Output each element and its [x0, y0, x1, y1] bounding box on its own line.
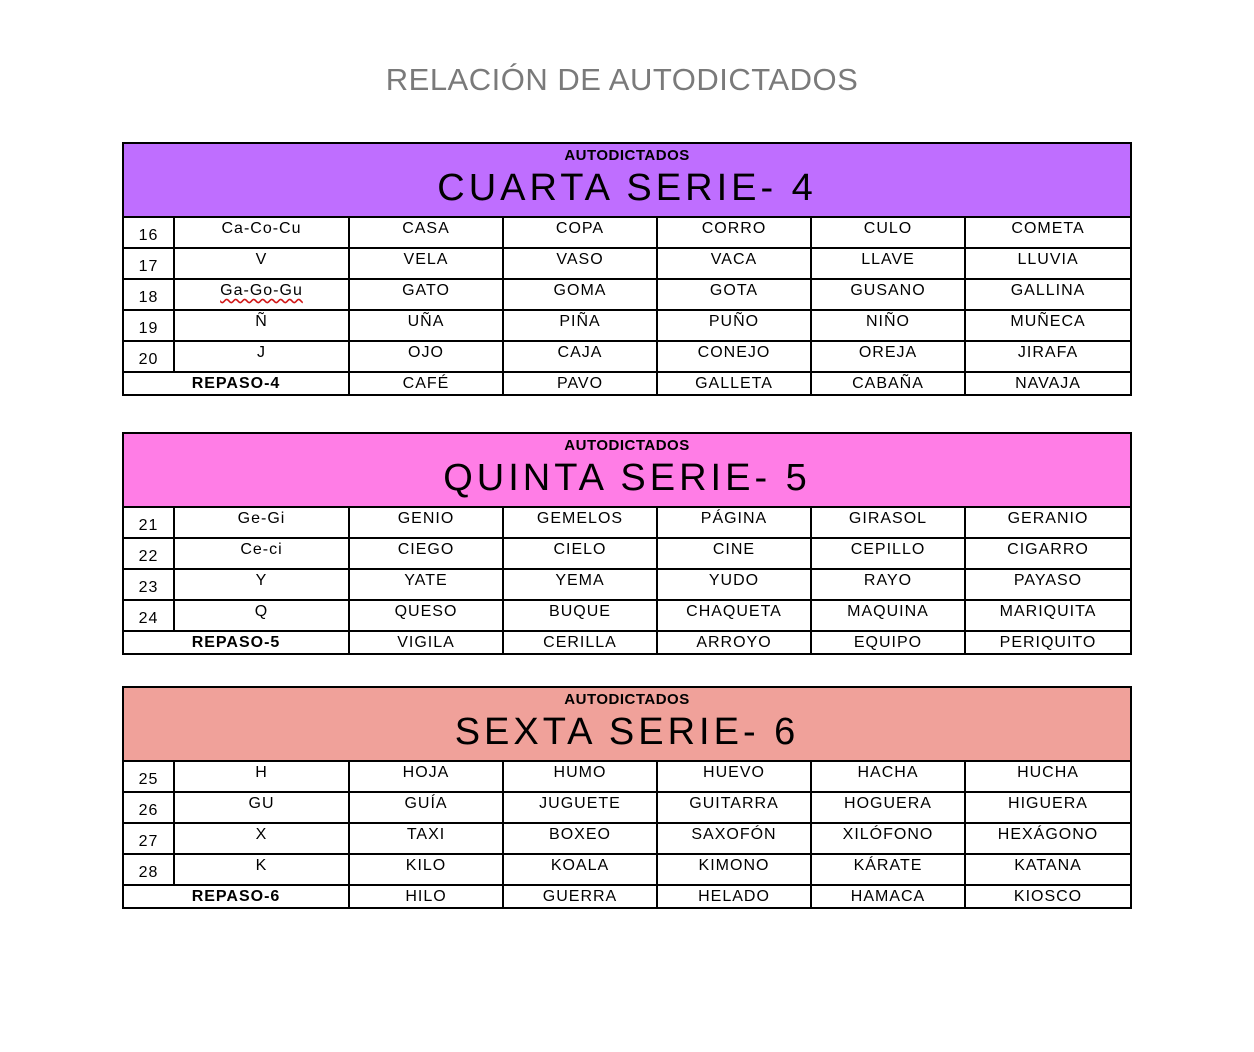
- word-cell: GERANIO: [965, 507, 1131, 538]
- word-cell: LLUVIA: [965, 248, 1131, 279]
- word-cell: NIÑO: [811, 310, 965, 341]
- repaso-word-cell: GUERRA: [503, 885, 657, 908]
- word-cell: SAXOFÓN: [657, 823, 811, 854]
- word-cell: CEPILLO: [811, 538, 965, 569]
- word-cell: KOALA: [503, 854, 657, 885]
- syllable-cell: [174, 792, 349, 823]
- word-cell: JIRAFA: [965, 341, 1131, 372]
- word-cell: KILO: [349, 854, 503, 885]
- row-number: 18: [123, 279, 174, 310]
- word-cell: CIELO: [503, 538, 657, 569]
- word-cell: CIEGO: [349, 538, 503, 569]
- row-number: 20: [123, 341, 174, 372]
- word-cell: CONEJO: [657, 341, 811, 372]
- syllable-cell: [174, 823, 349, 854]
- word-cell: RAYO: [811, 569, 965, 600]
- word-cell: PIÑA: [503, 310, 657, 341]
- serie-table: [122, 432, 1132, 655]
- word-cell: QUESO: [349, 600, 503, 631]
- table-row: [123, 761, 1131, 792]
- word-cell: HUEVO: [657, 761, 811, 792]
- word-cell: PÁGINA: [657, 507, 811, 538]
- syllable-cell: [174, 310, 349, 341]
- word-cell: GENIO: [349, 507, 503, 538]
- word-cell: HUCHA: [965, 761, 1131, 792]
- syllable-cell: [174, 507, 349, 538]
- repaso-label: REPASO-6: [123, 885, 349, 908]
- repaso-row: [123, 372, 1131, 395]
- syllable-text: Ce-ci: [240, 541, 283, 558]
- syllable-cell: [174, 248, 349, 279]
- page-title: RELACIÓN DE AUTODICTADOS: [385, 62, 859, 97]
- word-cell: CORRO: [657, 217, 811, 248]
- word-cell: HEXÁGONO: [965, 823, 1131, 854]
- serie-header: [123, 433, 1131, 507]
- word-cell: HIGUERA: [965, 792, 1131, 823]
- word-cell: HUMO: [503, 761, 657, 792]
- repaso-word-cell: CAFÉ: [349, 372, 503, 395]
- syllable-text: Y: [255, 572, 268, 589]
- table-row: [123, 600, 1131, 631]
- word-cell: HOJA: [349, 761, 503, 792]
- syllable-text: K: [255, 857, 268, 874]
- word-cell: HOGUERA: [811, 792, 965, 823]
- word-cell: CAJA: [503, 341, 657, 372]
- repaso-word-cell: HAMACA: [811, 885, 965, 908]
- word-cell: UÑA: [349, 310, 503, 341]
- word-cell: CASA: [349, 217, 503, 248]
- table-row: [123, 507, 1131, 538]
- word-cell: COPA: [503, 217, 657, 248]
- word-cell: CIGARRO: [965, 538, 1131, 569]
- word-cell: CULO: [811, 217, 965, 248]
- serie-header: [123, 687, 1131, 761]
- table-row: [123, 792, 1131, 823]
- serie-header: [123, 143, 1131, 217]
- repaso-word-cell: ARROYO: [657, 631, 811, 654]
- serie-title: QUINTA SERIE- 5: [443, 457, 811, 499]
- word-cell: GUITARRA: [657, 792, 811, 823]
- word-cell: BUQUE: [503, 600, 657, 631]
- syllable-text: V: [255, 251, 268, 268]
- row-number: 22: [123, 538, 174, 569]
- row-number: 23: [123, 569, 174, 600]
- syllable-cell: [174, 600, 349, 631]
- table-row: [123, 854, 1131, 885]
- syllable-text: X: [255, 826, 268, 843]
- word-cell: MARIQUITA: [965, 600, 1131, 631]
- row-number: 21: [123, 507, 174, 538]
- repaso-word-cell: EQUIPO: [811, 631, 965, 654]
- word-cell: JUGUETE: [503, 792, 657, 823]
- syllable-cell: [174, 538, 349, 569]
- syllable-cell: [174, 761, 349, 792]
- table-row: [123, 538, 1131, 569]
- syllable-text: Ga-Go-Gu: [220, 282, 303, 299]
- word-cell: COMETA: [965, 217, 1131, 248]
- word-cell: OJO: [349, 341, 503, 372]
- word-cell: VACA: [657, 248, 811, 279]
- row-number: 27: [123, 823, 174, 854]
- word-cell: GUSANO: [811, 279, 965, 310]
- word-cell: TAXI: [349, 823, 503, 854]
- repaso-word-cell: KIOSCO: [965, 885, 1131, 908]
- repaso-row: [123, 885, 1131, 908]
- row-number: 24: [123, 600, 174, 631]
- word-cell: CHAQUETA: [657, 600, 811, 631]
- word-cell: GOMA: [503, 279, 657, 310]
- repaso-label: REPASO-5: [123, 631, 349, 654]
- table-row: [123, 341, 1131, 372]
- repaso-word-cell: PERIQUITO: [965, 631, 1131, 654]
- syllable-text: J: [257, 344, 266, 361]
- repaso-word-cell: PAVO: [503, 372, 657, 395]
- word-cell: MUÑECA: [965, 310, 1131, 341]
- word-cell: LLAVE: [811, 248, 965, 279]
- syllable-cell: [174, 217, 349, 248]
- word-cell: GIRASOL: [811, 507, 965, 538]
- header-autodictados: AUTODICTADOS: [564, 147, 690, 164]
- syllable-text: Q: [254, 603, 269, 620]
- word-cell: PUÑO: [657, 310, 811, 341]
- word-cell: GALLINA: [965, 279, 1131, 310]
- word-cell: MAQUINA: [811, 600, 965, 631]
- word-cell: PAYASO: [965, 569, 1131, 600]
- row-number: 19: [123, 310, 174, 341]
- repaso-word-cell: HELADO: [657, 885, 811, 908]
- repaso-word-cell: CERILLA: [503, 631, 657, 654]
- syllable-text: Ca-Co-Cu: [221, 220, 302, 237]
- syllable-text: Ge-Gi: [237, 510, 286, 527]
- repaso-word-cell: CABAÑA: [811, 372, 965, 395]
- word-cell: GATO: [349, 279, 503, 310]
- syllable-cell: [174, 279, 349, 310]
- word-cell: OREJA: [811, 341, 965, 372]
- repaso-word-cell: HILO: [349, 885, 503, 908]
- serie-title: CUARTA SERIE- 4: [437, 167, 817, 209]
- repaso-word-cell: NAVAJA: [965, 372, 1131, 395]
- serie-title: SEXTA SERIE- 6: [454, 711, 800, 753]
- header-autodictados: AUTODICTADOS: [564, 691, 690, 708]
- serie-table: [122, 142, 1132, 396]
- word-cell: XILÓFONO: [811, 823, 965, 854]
- table-row: [123, 279, 1131, 310]
- header-autodictados: AUTODICTADOS: [564, 437, 690, 454]
- row-number: 16: [123, 217, 174, 248]
- syllable-cell: [174, 341, 349, 372]
- word-cell: GEMELOS: [503, 507, 657, 538]
- serie-table: [122, 686, 1132, 909]
- repaso-label: REPASO-4: [123, 372, 349, 395]
- word-cell: KIMONO: [657, 854, 811, 885]
- word-cell: YUDO: [657, 569, 811, 600]
- table-row: [123, 569, 1131, 600]
- word-cell: KÁRATE: [811, 854, 965, 885]
- table-row: [123, 823, 1131, 854]
- repaso-word-cell: GALLETA: [657, 372, 811, 395]
- word-cell: BOXEO: [503, 823, 657, 854]
- repaso-word-cell: VIGILA: [349, 631, 503, 654]
- syllable-cell: [174, 854, 349, 885]
- table-row: [123, 248, 1131, 279]
- word-cell: YATE: [349, 569, 503, 600]
- row-number: 25: [123, 761, 174, 792]
- row-number: 28: [123, 854, 174, 885]
- word-cell: CINE: [657, 538, 811, 569]
- word-cell: KATANA: [965, 854, 1131, 885]
- syllable-text: H: [255, 764, 268, 781]
- table-row: [123, 310, 1131, 341]
- syllable-text: Ñ: [255, 313, 268, 330]
- syllable-cell: [174, 569, 349, 600]
- repaso-row: [123, 631, 1131, 654]
- word-cell: VELA: [349, 248, 503, 279]
- word-cell: HACHA: [811, 761, 965, 792]
- row-number: 26: [123, 792, 174, 823]
- word-cell: YEMA: [503, 569, 657, 600]
- word-cell: VASO: [503, 248, 657, 279]
- table-row: [123, 217, 1131, 248]
- word-cell: GUÍA: [349, 792, 503, 823]
- row-number: 17: [123, 248, 174, 279]
- word-cell: GOTA: [657, 279, 811, 310]
- syllable-text: GU: [248, 795, 275, 812]
